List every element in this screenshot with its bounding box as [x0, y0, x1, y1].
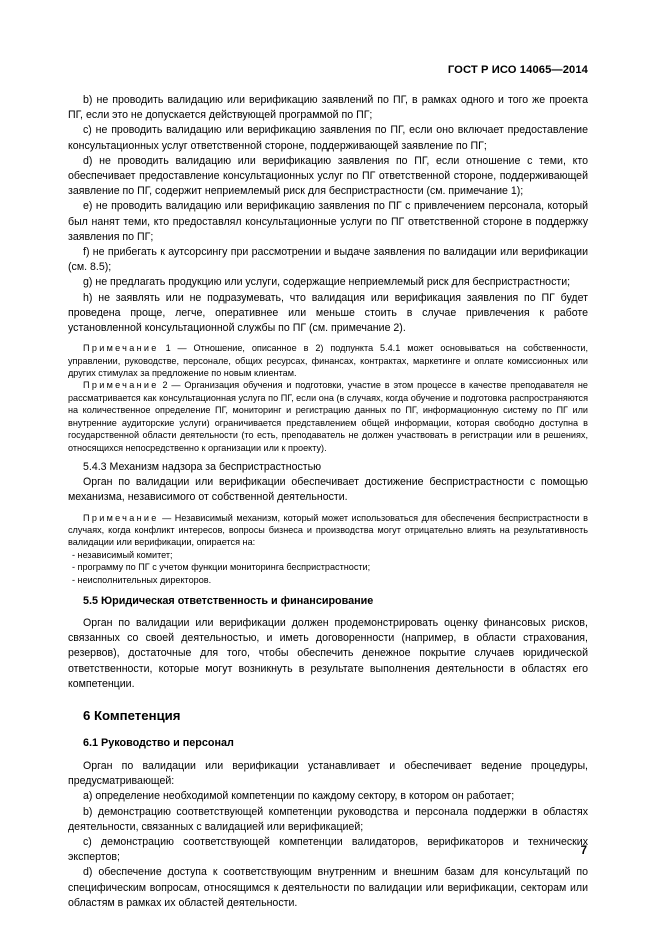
body-paragraph: d) обеспечение доступа к соответствующим внутренним и внешним базам для консультаций по специфическим вопросам, относящимся к деятельности по валидации или верификации, секторам или областям в рамках их областей деятельности. [68, 866, 588, 909]
body-paragraph: d) не проводить валидацию или верификацию заявления по ПГ, если отношение с теми, кто обеспечивает предоставление консультационных услуг по ПГ ответственной стороне, поддерживающей заявление по ПГ, содержит неприемлемый риск для беспристрастности (см. примечание 1); [68, 154, 588, 198]
note-text: — Независимый механизм, который может использоваться для обеспечения беспристрастности в случаях, когда конфликт интересов, вопросы бизнеса и производства могут отрицательно влиять на результативность валидации или верификации, опирается на: [68, 512, 588, 548]
note-label: Примечание [83, 380, 159, 391]
body-paragraph: а) определение необходимой компетенции по каждому сектору, в котором он работает; [83, 790, 515, 803]
subsection-heading: 6.1 Руководство и персонал [83, 736, 234, 749]
body-paragraph: 5.4.3 Механизм надзора за беспристрастностью [83, 460, 322, 473]
section-heading: 6 Компетенция [83, 707, 181, 723]
list-item: - неисполнительных директоров. [72, 574, 212, 585]
body-paragraph: с) не проводить валидацию или верификацию заявления по ПГ, если оно включает предоставление консультационных услуг ответственной стороне, поддерживающей заявление по ПГ; [68, 124, 588, 152]
subsection-heading: 5.5 Юридическая ответственность и финансирование [83, 594, 374, 607]
document-header: ГОСТ Р ИСО 14065—2014 [447, 64, 588, 76]
note-paragraph [68, 379, 588, 453]
body-paragraph: Орган по валидации или верификации обеспечивает достижение беспристрастности с помощью механизма, независимого от собственной деятельности. [68, 476, 588, 504]
body-paragraph: g) не предлагать продукцию или услуги, содержащие неприемлемый риск для беспристрастности; [83, 276, 571, 289]
note-text: 1 — Отношение, описанное в 2) подпункта 5.4.1 может основываться на собственности, управлении, руководстве, персонале, общих ресурсах, финансах, контрактах, маркетинге и оплате комиссионных или других стимулах за предложение по новым клиентам. [68, 343, 588, 379]
note-paragraph [68, 342, 588, 379]
body-paragraph: b) не проводить валидацию или верификацию заявлений по ПГ, в рамках одного и того же проекта ПГ, если это не допускается действующей программой по ПГ; [68, 94, 588, 122]
page-number: 7 [580, 845, 587, 857]
body-paragraph: b) демонстрацию соответствующей компетенции руководства и персонала поддержки в областях деятельности, связанных с валидацией или верификацией; [68, 805, 588, 833]
note-label: Примечание [83, 343, 159, 354]
note-paragraph [68, 512, 588, 549]
body-paragraph: е) не проводить валидацию или верификацию заявления по ПГ с привлечением персонала, который был нанят теми, кто предоставлял консультационные услуги по ПГ ответственной стороне в поддержку заявления по ПГ; [68, 200, 588, 243]
body-paragraph: h) не заявлять или не подразумевать, что валидация или верификация заявления по ПГ будет проведена проще, легче, оперативнее или меньше стоить в случае привлечения к работе установленной консультационной службы по ПГ (см. примечание 2). [68, 291, 588, 335]
body-paragraph: с) демонстрацию соответствующей компетенции валидаторов, верификаторов и технических экспертов; [68, 835, 588, 864]
body-paragraph: Орган по валидации или верификации должен продемонстрировать оценку финансовых рисков, связанных со своей деятельностью, и иметь договоренности (например, в области страхования, резервов), достаточные для того, чтобы обеспечить денежное покрытие случаев юридической ответственности, которые могут возникнуть в результате выполнения деятельности в областях его компетенции. [68, 616, 588, 690]
list-item: - независимый комитет; [72, 549, 173, 560]
body-paragraph: f) не прибегать к аутсорсингу при рассмотрении и выдаче заявления по валидации или верификации (см. 8.5); [68, 246, 588, 274]
note-label: Примечание [83, 512, 159, 523]
body-paragraph: Орган по валидации или верификации устанавливает и обеспечивает ведение процедуры, предусматривающей: [68, 759, 588, 788]
note-text: 2 — Организация обучения и подготовки, участие в этом процессе в качестве преподавателя не рассматривается как консультационная услуга по ПГ, если она (в случаях, когда обучение и подготовка распространяются на количественное определение ПГ, мониторинг и регистрацию данных по ПГ, информационную систему по ПГ или внутренние аудиторские услуги) ограничивается представлением общей информации, которая свободно доступна в государственной области деятельности (то есть, преподаватель не должен участвовать в регистрации или в решениях, относящихся непосредственно к организации или к проекту). [68, 380, 588, 453]
list-item: - программу по ПГ с учетом функции мониторинга беспристрастности; [72, 562, 371, 573]
document-body [68, 93, 588, 911]
